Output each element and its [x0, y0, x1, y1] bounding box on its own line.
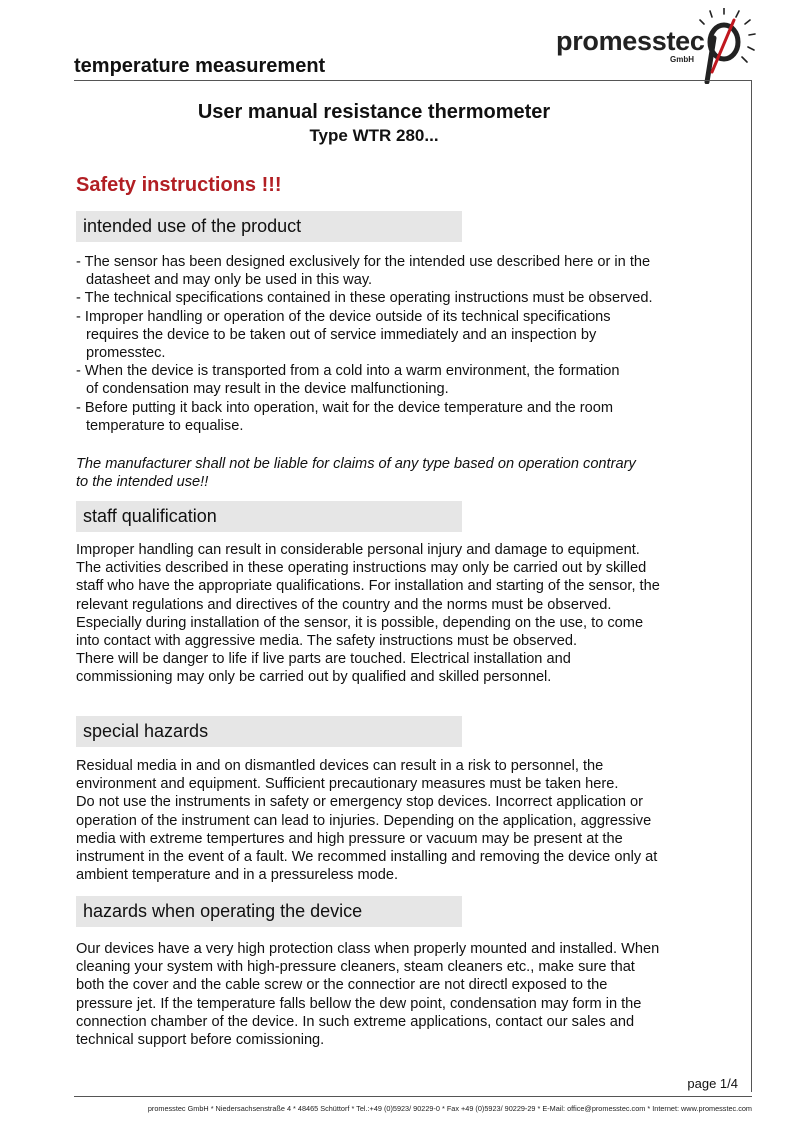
text-line: both the cover and the cable screw or the connectior are not directl exposed to the [76, 977, 608, 994]
document-title: User manual resistance thermometer [197, 101, 551, 123]
text-line: into contact with aggressive media. The safety instructions must be observed. [76, 633, 578, 650]
text-line: Residual media in and on dismantled devices can result in a risk to personnel, the [76, 758, 604, 774]
liability-note [76, 455, 752, 491]
text-line: of condensation may result in the device malfunctioning. [86, 381, 449, 398]
text-line: staff who have the appropriate qualifications. For installation and starting of the sensor, the [76, 578, 660, 595]
text-line: to the intended use!! [76, 474, 209, 491]
text-line: The activities described in these operating instructions may only be carried out by skilled [76, 560, 647, 577]
heading-operating-hazards: hazards when operating the device [76, 896, 462, 927]
logo-wordmark: promesstec [556, 26, 705, 56]
footer-contact: promesstec GmbH * Niedersachsenstraße 4 * 48465 Schüttorf * Tel.:+49 (0)5923/ 90229-0 * Fax +49 (0)5923/ 90229-29 * E-Mail: office@promesstec.com * Internet: www.promesstec.com [147, 1104, 752, 1113]
text-line: Our devices have a very high protection class when properly mounted and installed. When [76, 941, 660, 957]
text-line: commissioning may only be carried out by qualified and skilled personnel. [76, 669, 552, 686]
text-line: operation of the instrument can lead to injuries. Depending on the application, aggressive [76, 812, 652, 829]
text-line: relevant regulations and directives of the country and the norms must be observed. [76, 596, 612, 613]
text-line: Especially during installation of the sensor, it is possible, depending on the use, to come [76, 614, 644, 631]
text-line: Do not use the instruments in safety or emergency stop devices. Incorrect application or [76, 794, 644, 811]
section-label: temperature measurement [74, 55, 326, 77]
text-line: media with extreme tempertures and high pressure or vacuum may be present at the [76, 830, 623, 847]
text-line: - When the device is transported from a cold into a warm environment, the formation [76, 363, 620, 380]
gauge-icon [696, 8, 756, 84]
text-line: cleaning your system with high-pressure cleaners, steam cleaners etc., make sure that [76, 959, 635, 976]
heading-staff-qualification: staff qualification [76, 501, 462, 532]
text-line: The manufacturer shall not be liable for claims of any type based on operation contrary [76, 456, 636, 472]
page-number: page 1/4 [687, 1076, 738, 1091]
text-line: connection chamber of the device. In such extreme applications, contact our sales and [76, 1013, 635, 1030]
text-line: Improper handling can result in considerable personal injury and damage to equipment. [76, 542, 640, 558]
staff-qualification-text [76, 541, 752, 687]
intended-use-text [76, 253, 752, 435]
text-line: - The sensor has been designed exclusively for the intended use described here or in the [76, 254, 651, 270]
text-line: pressure jet. If the temperature falls bellow the dew point, condensation may form in the [76, 995, 642, 1012]
text-line: There will be danger to life if live parts are touched. Electrical installation and [76, 651, 571, 668]
operating-hazards-text [76, 940, 752, 1049]
text-line: - The technical specifications contained in these operating instructions must be observed. [76, 290, 653, 307]
document-subtitle: Type WTR 280... [309, 126, 439, 145]
heading-intended-use: intended use of the product [76, 211, 462, 242]
header-divider [74, 80, 752, 81]
text-line: - Before putting it back into operation, wait for the device temperature and the room [76, 399, 614, 416]
company-logo [556, 8, 756, 84]
text-line: - Improper handling or operation of the device outside of its technical specifications [76, 308, 611, 325]
logo-gmbh: GmbH [670, 55, 694, 64]
text-line: environment and equipment. Sufficient precautionary measures must be taken here. [76, 776, 619, 793]
text-line: temperature to equalise. [86, 417, 244, 434]
heading-special-hazards: special hazards [76, 716, 462, 747]
special-hazards-text [76, 757, 752, 884]
text-line: instrument in the event of a fault. We recommed installing and removing the device only at [76, 849, 658, 866]
text-line: datasheet and may only be used in this way. [86, 272, 373, 289]
safety-heading: Safety instructions !!! [76, 174, 282, 196]
text-line: ambient temperature and in a pressureless mode. [76, 867, 399, 884]
text-line: requires the device to be taken out of service immediately and an inspection by [86, 326, 597, 343]
footer-divider [74, 1096, 752, 1097]
text-line: technical support before comissioning. [76, 1032, 325, 1049]
text-line: promesstec. [86, 345, 166, 362]
